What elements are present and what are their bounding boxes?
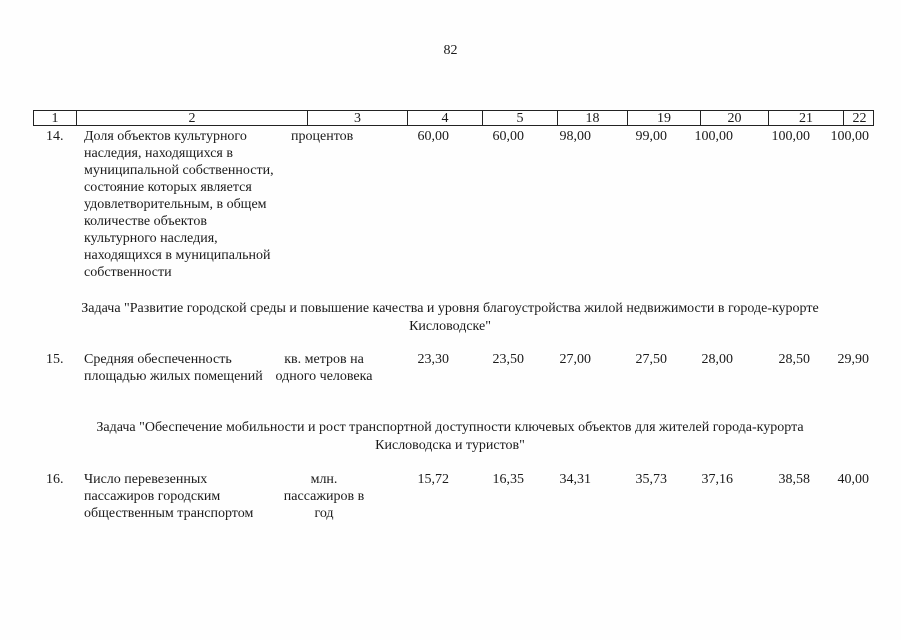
- row-value: 28,50: [778, 352, 810, 367]
- row-description: Средняя обеспеченность площадью жилых помещений: [84, 352, 263, 384]
- row-value: 98,00: [559, 129, 591, 144]
- header-cell: 1: [34, 111, 77, 125]
- row-value: 23,50: [492, 352, 524, 367]
- header-cell: 2: [77, 111, 308, 125]
- task-heading: Задача "Развитие городской среды и повышение качества и уровня благоустройства жилой недвижимости в городе-курорте Кисловодске": [81, 301, 819, 334]
- row-value: 35,73: [635, 472, 667, 487]
- row-value: 27,00: [559, 352, 591, 367]
- row-number: 14.: [46, 129, 64, 144]
- header-cell: 18: [558, 111, 628, 125]
- row-description: Доля объектов культурного наследия, находящихся в муниципальной собственности, состояние которых является удовлетворительным, в общем количестве объектов культурного наследия, находящихся в муниципальной собственности: [84, 129, 274, 280]
- row-value: 27,50: [635, 352, 667, 367]
- header-cell: 19: [628, 111, 701, 125]
- row-value: 29,90: [837, 352, 869, 367]
- row-value: 100,00: [771, 129, 810, 144]
- header-cell: 20: [701, 111, 769, 125]
- row-value: 28,00: [701, 352, 733, 367]
- page-number: 82: [443, 43, 458, 58]
- row-unit: млн. пассажиров в год: [283, 472, 365, 521]
- row-value: 99,00: [635, 129, 667, 144]
- header-cell: 21: [769, 111, 844, 125]
- header-cell: 3: [308, 111, 408, 125]
- row-value: 34,31: [559, 472, 591, 487]
- row-value: 100,00: [694, 129, 733, 144]
- row-value: 37,16: [701, 472, 733, 487]
- row-value: 60,00: [417, 129, 449, 144]
- row-description: Число перевезенных пассажиров городским общественным транспортом: [84, 472, 254, 521]
- row-number: 15.: [46, 352, 64, 367]
- row-value: 38,58: [778, 472, 810, 487]
- task-heading: Задача "Обеспечение мобильности и рост транспортной доступности ключевых объектов для жителей города-курорта Кисловодска и туристов": [96, 420, 804, 453]
- row-value: 60,00: [492, 129, 524, 144]
- row-unit: кв. метров на одного человека: [275, 352, 373, 384]
- row-value: 23,30: [417, 352, 449, 367]
- table-header-row: [33, 110, 874, 126]
- row-value: 40,00: [837, 472, 869, 487]
- header-cell: 5: [483, 111, 558, 125]
- row-value: 100,00: [830, 129, 869, 144]
- row-value: 16,35: [492, 472, 524, 487]
- row-value: 15,72: [417, 472, 449, 487]
- header-cell: 22: [852, 111, 867, 126]
- header-cell: 4: [408, 111, 483, 125]
- row-number: 16.: [46, 472, 64, 487]
- row-unit: процентов: [291, 129, 354, 144]
